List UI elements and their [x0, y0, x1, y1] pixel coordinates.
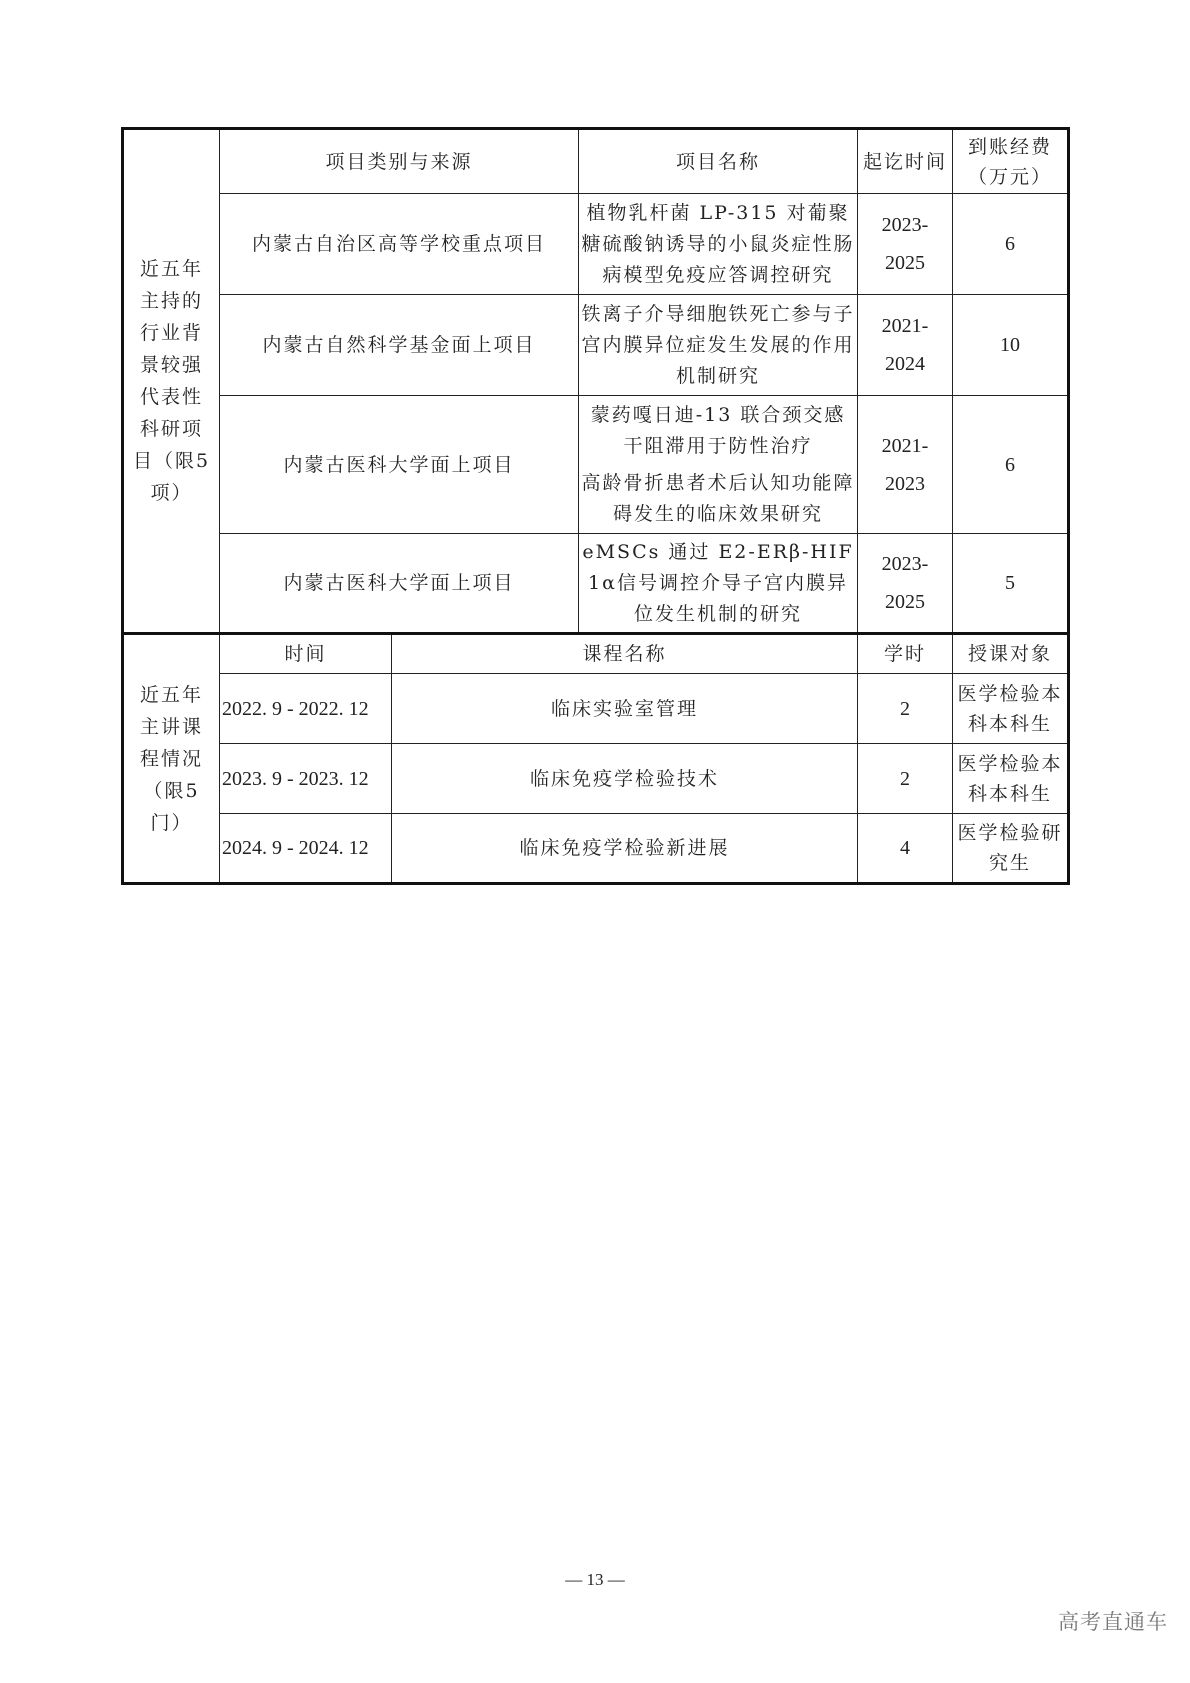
project-category: 内蒙古医科大学面上项目: [220, 396, 579, 534]
course-audience: 医学检验研究生: [953, 814, 1069, 884]
project-funding: 10: [953, 295, 1069, 396]
project-funding: 5: [953, 534, 1069, 634]
courses-section-label: 近五年主讲课程情况（限5门）: [123, 634, 220, 884]
course-audience: 医学检验本科本科生: [953, 744, 1069, 814]
project-row: [123, 295, 1069, 396]
project-name-line2: 高龄骨折患者术后认知功能障碍发生的临床效果研究: [581, 471, 855, 525]
project-name: eMSCs 通过 E2-ERβ-HIF 1α信号调控介导子宫内膜异位发生机制的研究: [579, 534, 858, 634]
course-time: 2023. 9 - 2023. 12: [220, 744, 392, 814]
header-period: 起讫时间: [858, 129, 953, 194]
period-end: 2023: [885, 472, 926, 495]
header-hours: 学时: [858, 634, 953, 674]
project-funding: 6: [953, 194, 1069, 295]
header-funding-line1: 到账经费: [968, 135, 1053, 158]
courses-header-row: [123, 634, 1069, 674]
project-period: [858, 396, 953, 534]
project-row: [123, 194, 1069, 295]
period-end: 2024: [885, 353, 926, 375]
header-funding: [953, 129, 1069, 194]
course-time: 2024. 9 - 2024. 12: [220, 814, 392, 884]
period-start: 2023-: [881, 553, 929, 575]
watermark: 高考直通车: [1058, 1610, 1168, 1634]
header-time: 时间: [220, 634, 392, 674]
course-hours: 2: [858, 674, 953, 744]
header-funding-line2: （万元）: [968, 165, 1053, 188]
period-end: 2025: [885, 591, 926, 613]
course-row: [123, 814, 1069, 884]
course-row: [123, 674, 1069, 744]
course-name: 临床免疫学检验技术: [392, 744, 858, 814]
page-number: — 13 —: [565, 1570, 625, 1589]
period-start: 2021-: [881, 434, 929, 457]
project-period: [858, 534, 953, 634]
projects-section-label: 近五年主持的行业背景较强代表性科研项目（限5项）: [123, 129, 220, 634]
header-audience: 授课对象: [953, 634, 1069, 674]
project-funding: 6: [953, 396, 1069, 534]
course-time: 2022. 9 - 2022. 12: [220, 674, 392, 744]
course-hours: 2: [858, 744, 953, 814]
resume-table: [121, 127, 1070, 885]
period-start: 2021-: [881, 315, 929, 337]
period-start: 2023-: [881, 214, 929, 236]
course-hours: 4: [858, 814, 953, 884]
project-name-line1: 蒙药嘎日迪-13 联合颈交感干阻滞用于防性治疗: [590, 403, 846, 457]
project-row: [123, 534, 1069, 634]
project-name: 铁离子介导细胞铁死亡参与子宫内膜异位症发生发展的作用机制研究: [579, 295, 858, 396]
projects-header-row: [123, 129, 1069, 194]
project-period: [858, 194, 953, 295]
project-name: [579, 396, 858, 534]
header-project-name: 项目名称: [579, 129, 858, 194]
course-audience: 医学检验本科本科生: [953, 674, 1069, 744]
header-category: 项目类别与来源: [220, 129, 579, 194]
course-row: [123, 744, 1069, 814]
project-period: [858, 295, 953, 396]
period-end: 2025: [885, 252, 926, 274]
project-name: 植物乳杆菌 LP-315 对葡聚糖硫酸钠诱导的小鼠炎症性肠病模型免疫应答调控研究: [579, 194, 858, 295]
project-category: 内蒙古自然科学基金面上项目: [220, 295, 579, 396]
course-name: 临床实验室管理: [392, 674, 858, 744]
project-row: [123, 396, 1069, 534]
header-course: 课程名称: [392, 634, 858, 674]
project-category: 内蒙古自治区高等学校重点项目: [220, 194, 579, 295]
course-name: 临床免疫学检验新进展: [392, 814, 858, 884]
project-category: 内蒙古医科大学面上项目: [220, 534, 579, 634]
